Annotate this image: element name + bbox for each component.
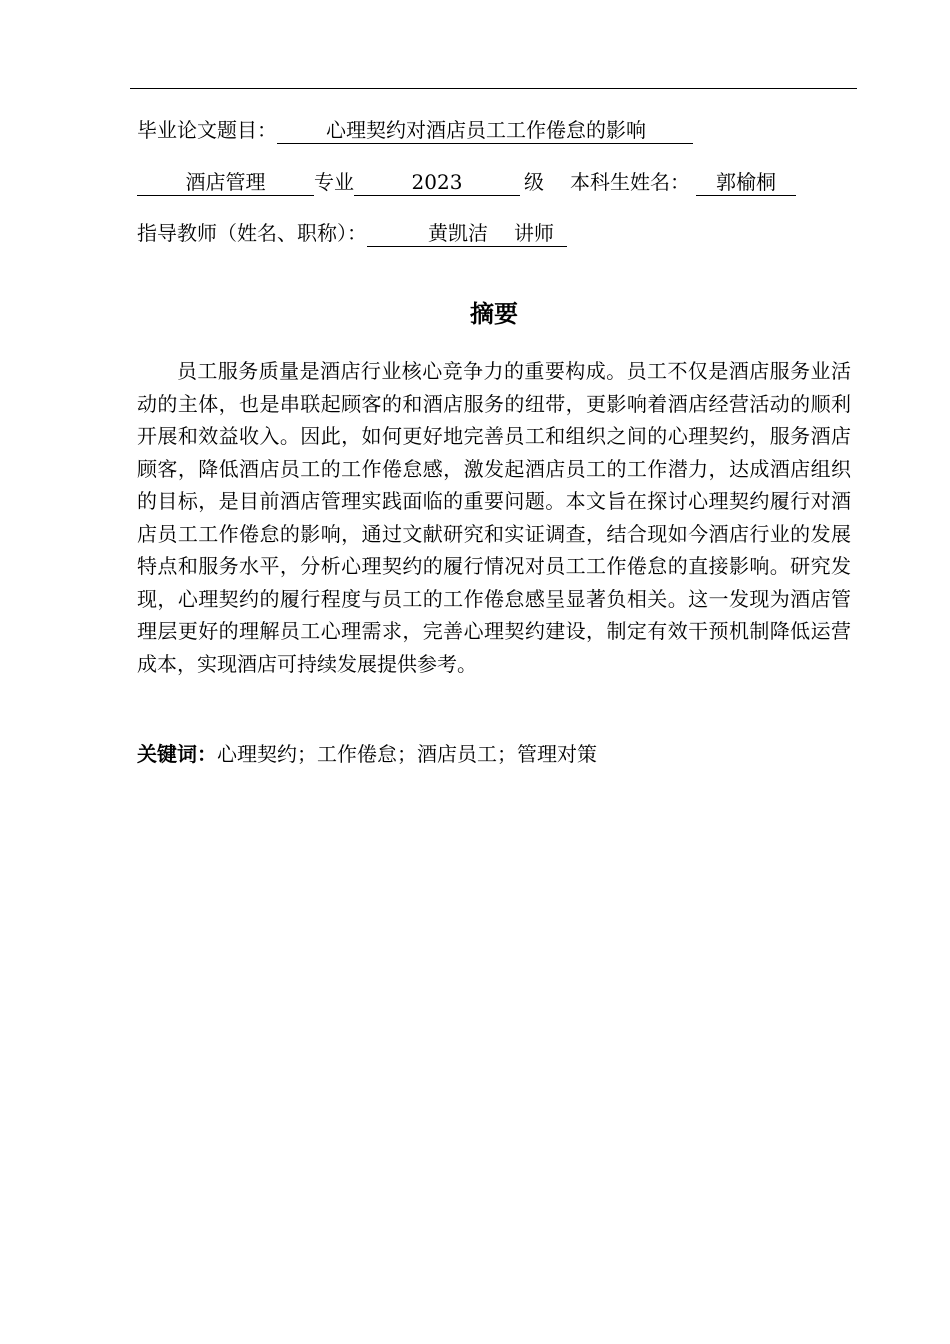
- student-name-label: 本科生姓名：: [570, 170, 690, 194]
- student-info-line: [137, 168, 796, 196]
- thesis-title-value: 心理契约对酒店员工工作倦怠的影响: [277, 117, 693, 144]
- thesis-title-label: 毕业论文题目：: [137, 118, 277, 142]
- keywords-items: 心理契约；工作倦怠；酒店员工；管理对策: [217, 742, 597, 766]
- abstract-body: 员工服务质量是酒店行业核心竞争力的重要构成。员工不仅是酒店服务业活动的主体，也是串联起顾客的和酒店服务的纽带，更影响着酒店经营活动的顺利开展和效益收入。因此，如何更好地完善员工和组织之间的心理契约，服务酒店顾客，降低酒店员工的工作倦怠感，激发起酒店员工的工作潜力，达成酒店组织的目标，是目前酒店管理实践面临的重要问题。本文旨在探讨心理契约履行对酒店员工工作倦怠的影响，通过文献研究和实证调查，结合现如今酒店行业的发展特点和服务水平，分析心理契约的履行情况对员工工作倦怠的直接影响。研究发现，心理契约的履行程度与员工的工作倦怠感呈显著负相关。这一发现为酒店管理层更好的理解员工心理需求，完善心理契约建设，制定有效干预机制降低运营成本，实现酒店可持续发展提供参考。: [137, 359, 851, 676]
- advisor-name: 黄凯洁: [428, 221, 488, 245]
- student-name-value: 郭榆桐: [696, 169, 796, 196]
- advisor-title: 讲师: [514, 221, 554, 245]
- major-label: 专业: [314, 170, 354, 194]
- advisor-line: [137, 219, 567, 247]
- keywords-line: [137, 739, 597, 769]
- major-value: 酒店管理: [137, 169, 314, 196]
- advisor-label: 指导教师（姓名、职称）：: [137, 221, 367, 245]
- grade-label: 级: [524, 170, 544, 194]
- grade-value: 2023: [354, 169, 520, 196]
- thesis-title-line: [137, 116, 693, 144]
- keywords-label: 关键词：: [137, 742, 217, 766]
- abstract-heading: 摘要: [470, 300, 518, 328]
- header-rule: [130, 88, 857, 89]
- advisor-value: [367, 220, 567, 247]
